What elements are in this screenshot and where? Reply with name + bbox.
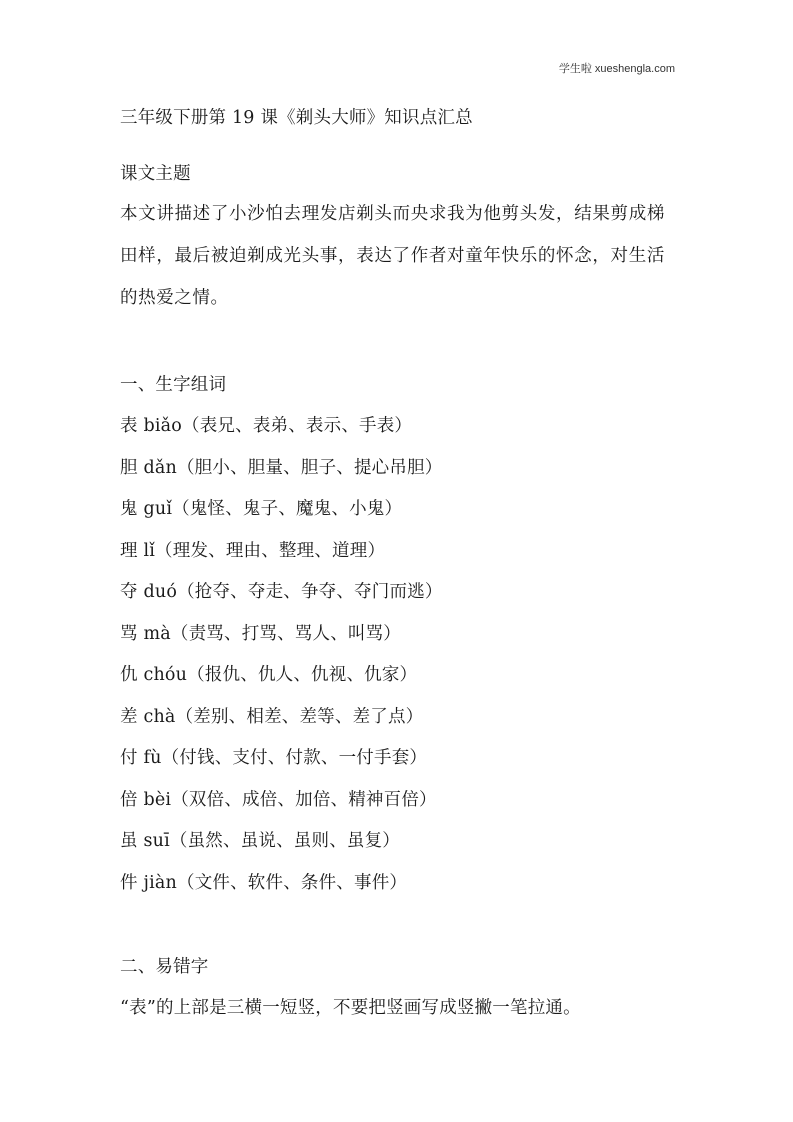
word-item: 鬼 guǐ（鬼怪、鬼子、魔鬼、小鬼） xyxy=(120,499,403,519)
errors-heading: 二、易错字 xyxy=(120,957,209,977)
word-item: 件 jiàn（文件、软件、条件、事件） xyxy=(120,873,408,893)
word-item: 表 biǎo（表兄、表弟、表示、手表） xyxy=(120,416,413,436)
words-heading: 一、生字组词 xyxy=(120,375,227,395)
word-item: 胆 dǎn（胆小、胆量、胆子、提心吊胆） xyxy=(120,458,443,478)
document-title: 三年级下册第 19 课《剃头大师》知识点汇总 xyxy=(120,108,473,128)
word-item: 理 lǐ（理发、理由、整理、道理） xyxy=(120,541,386,561)
word-item: 虽 suī（虽然、虽说、虽则、虽复） xyxy=(120,831,401,851)
theme-body: 本文讲描述了小沙怕去理发店剃头而央求我为他剪头发，结果剪成梯田样，最后被迫剃成光头事，表达了作者对童年快乐的怀念，对生活的热爱之情。 xyxy=(120,204,665,308)
word-item: 仇 chóu（报仇、仇人、仇视、仇家） xyxy=(120,665,418,685)
error-item: “表”的上部是三横一短竖，不要把竖画写成竖撇一笔拉通。 xyxy=(120,998,581,1018)
word-item: 差 chà（差别、相差、差等、差了点） xyxy=(120,707,424,727)
word-item: 倍 bèi（双倍、成倍、加倍、精神百倍） xyxy=(120,790,437,810)
word-item: 付 fù（付钱、支付、付款、一付手套） xyxy=(120,748,428,768)
theme-heading: 课文主题 xyxy=(120,164,191,184)
word-item: 夺 duó（抢夺、夺走、争夺、夺门而逃） xyxy=(120,582,443,602)
site-header: 学生啦 xueshengla.com xyxy=(558,63,675,75)
word-item: 骂 mà（责骂、打骂、骂人、叫骂） xyxy=(120,624,401,644)
